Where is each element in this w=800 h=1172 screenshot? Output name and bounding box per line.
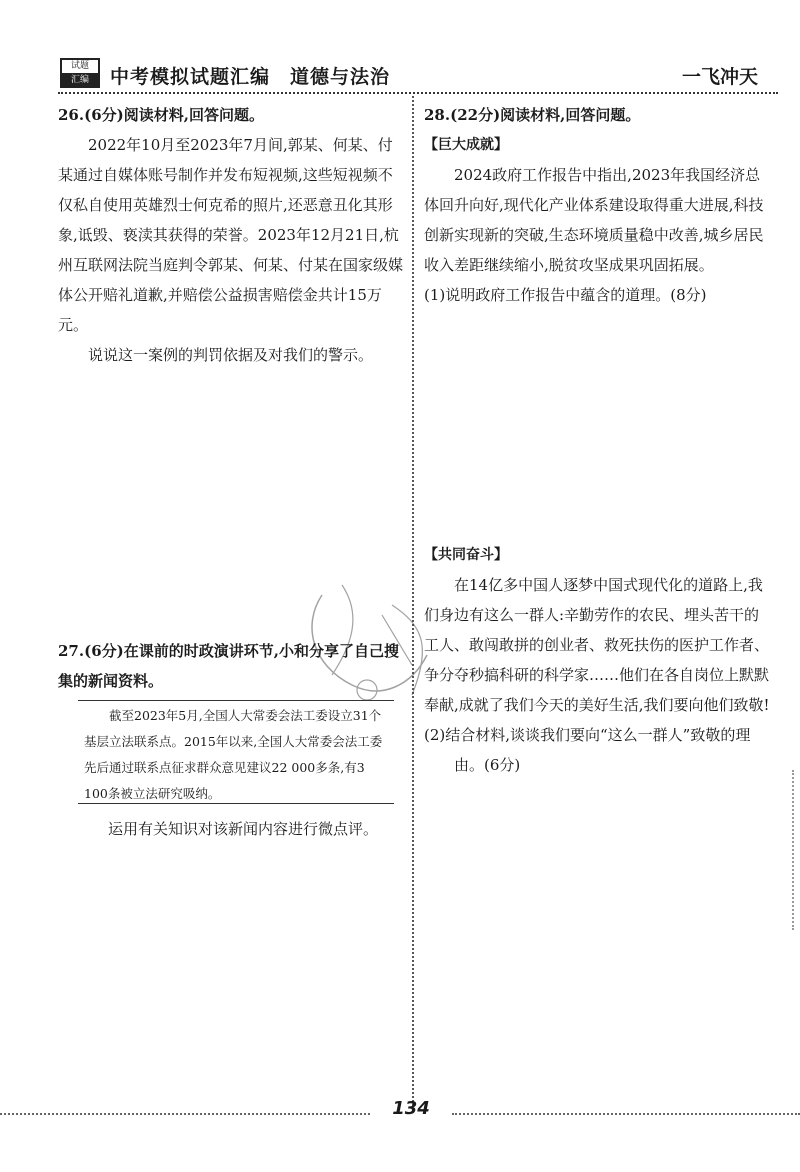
q27-question: 运用有关知识对该新闻内容进行微点评。 [108,820,379,838]
question-28-part2 [424,540,774,780]
q28-sub1: (1)说明政府工作报告中蕴含的道理。(8分) [424,286,707,304]
page-number: 134 [392,1098,430,1119]
brand-name: 一飞冲天 [682,66,759,88]
question-28 [424,100,774,310]
header-divider [58,92,778,94]
q26-material: 2022年10月至2023年7月间,郭某、何某、付某通过自媒体账号制作并发布短视频,这些短视频不仅私自使用英雄烈士何克希的照片,还恶意丑化其形象,诋毁、亵渎其获得的荣誉。2023年12月21日,杭州互联网法院当庭判令郭某、何某、付某在国家级媒体公开赔礼道歉,并赔偿公益损害赔偿金共计15万元。 [58,136,404,334]
q27-question-wrap [78,814,404,844]
q28-sub2: (2)结合材料,谈谈我们要向“这么一群人”致敬的理由。(6分) [424,726,751,774]
question-26 [58,100,404,370]
handwritten-stamp-icon [292,575,442,725]
logo-line2: 汇编 [62,73,98,87]
q26-question: 说说这一案例的判罚依据及对我们的警示。 [88,346,374,364]
q28-heading: 28.(22分)阅读材料,回答问题。 [424,106,641,124]
q28-section1-title: 【巨大成就】 [424,137,508,153]
q28-section2-text: 在14亿多中国人逐梦中国式现代化的道路上,我们身边有这么一群人:辛勤劳作的农民、埋头苦干的工人、敢闯敢拼的创业者、救死扶伤的医护工作者、争分夺秒搞科研的科学家……他们在各自岗位上默默奉献,成就了我们今天的美好生活,我们要向他们致敬! [424,576,770,714]
q26-heading: 26.(6分)阅读材料,回答问题。 [58,106,264,124]
margin-dots [792,770,794,930]
footer-divider-left [0,1113,370,1115]
series-logo [60,58,100,88]
logo-line1: 试题 [70,61,89,71]
q27-news-text: 截至2023年5月,全国人大常委会法工委设立31个基层立法联系点。2015年以来,全国人大常委会法工委先后通过联系点征求群众意见建议22 000多条,有3 100条被立法研究吸纳。 [84,708,383,801]
book-title: 中考模拟试题汇编 道德与法治 [110,66,391,88]
q27-heading: 27.(6分)在课前的时政演讲环节,小和分享了自己搜集的新闻资料。 [58,642,399,690]
q28-section2-title: 【共同奋斗】 [424,547,508,563]
q28-section1-text: 2024政府工作报告中指出,2023年我国经济总体回升向好,现代化产业体系建设取得重大进展,科技创新实现新的突破,生态环境质量稳中改善,城乡居民收入差距继续缩小,脱贫攻坚成果巩固拓展。 [424,166,764,274]
footer-divider-right [452,1113,800,1115]
